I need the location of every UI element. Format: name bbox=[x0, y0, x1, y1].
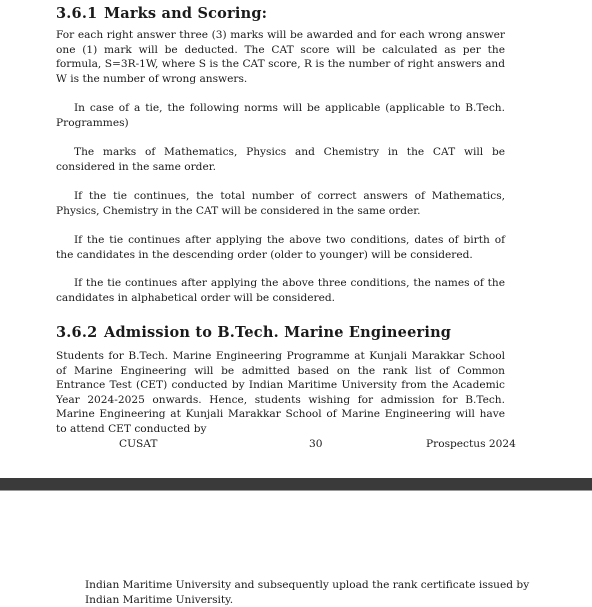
page-separator bbox=[0, 478, 592, 490]
paragraph-marks-scoring: For each right answer three (3) marks will be awarded and for each wrong answer one (1) mark will be deducted. The CAT score will be calculated as per the formula, S=3R-1W, where S is the CAT score, R is the number of right answers and W is the number of wrong answers. bbox=[56, 29, 505, 85]
footer-document-title: Prospectus 2024 bbox=[426, 438, 516, 450]
section-title: Marks and Scoring: bbox=[104, 5, 268, 22]
paragraph-admission-marine-engineering: Students for B.Tech. Marine Engineering Programme at Kunjali Marakkar School of Marine Engineering will be admitted based on the rank list of Common Entrance Test (CET) conducted by Indian Maritime University from the Academic Year 2024-2025 onwards. Hence, students wishing for admission for B.Tech. Marine Engineering at Kunjali Marakkar School of Marine Engineering will have to attend CET conducted by bbox=[56, 350, 505, 435]
paragraph-tie-rule-names: If the tie continues after applying the above three conditions, the names of the candidates in alphabetical order will be considered. bbox=[56, 277, 505, 304]
paragraph-continuation: Indian Maritime University and subsequently upload the rank certificate issued by Indian Maritime University. bbox=[85, 579, 530, 606]
paragraph-tie-rule-marks: The marks of Mathematics, Physics and Chemistry in the CAT will be considered in the same order. bbox=[56, 146, 505, 173]
footer-page-number: 30 bbox=[309, 438, 323, 450]
section-number: 3.6.1 bbox=[56, 5, 98, 22]
footer-institution: CUSAT bbox=[119, 438, 158, 450]
paragraph-tie-norms: In case of a tie, the following norms will be applicable (applicable to B.Tech. Programmes) bbox=[56, 102, 505, 129]
section-title: Admission to B.Tech. Marine Engineering bbox=[104, 324, 452, 341]
next-document-page bbox=[0, 491, 592, 607]
section-heading-3-6-1 bbox=[56, 5, 267, 22]
section-number: 3.6.2 bbox=[56, 324, 98, 341]
paragraph-tie-rule-correct-answers: If the tie continues, the total number of correct answers of Mathematics, Physics, Chemistry in the CAT will be considered in the same order. bbox=[56, 190, 505, 217]
section-heading-3-6-2 bbox=[56, 324, 451, 341]
paragraph-tie-rule-date-of-birth: If the tie continues after applying the above two conditions, dates of birth of the candidates in the descending order (older to younger) will be considered. bbox=[56, 234, 505, 261]
